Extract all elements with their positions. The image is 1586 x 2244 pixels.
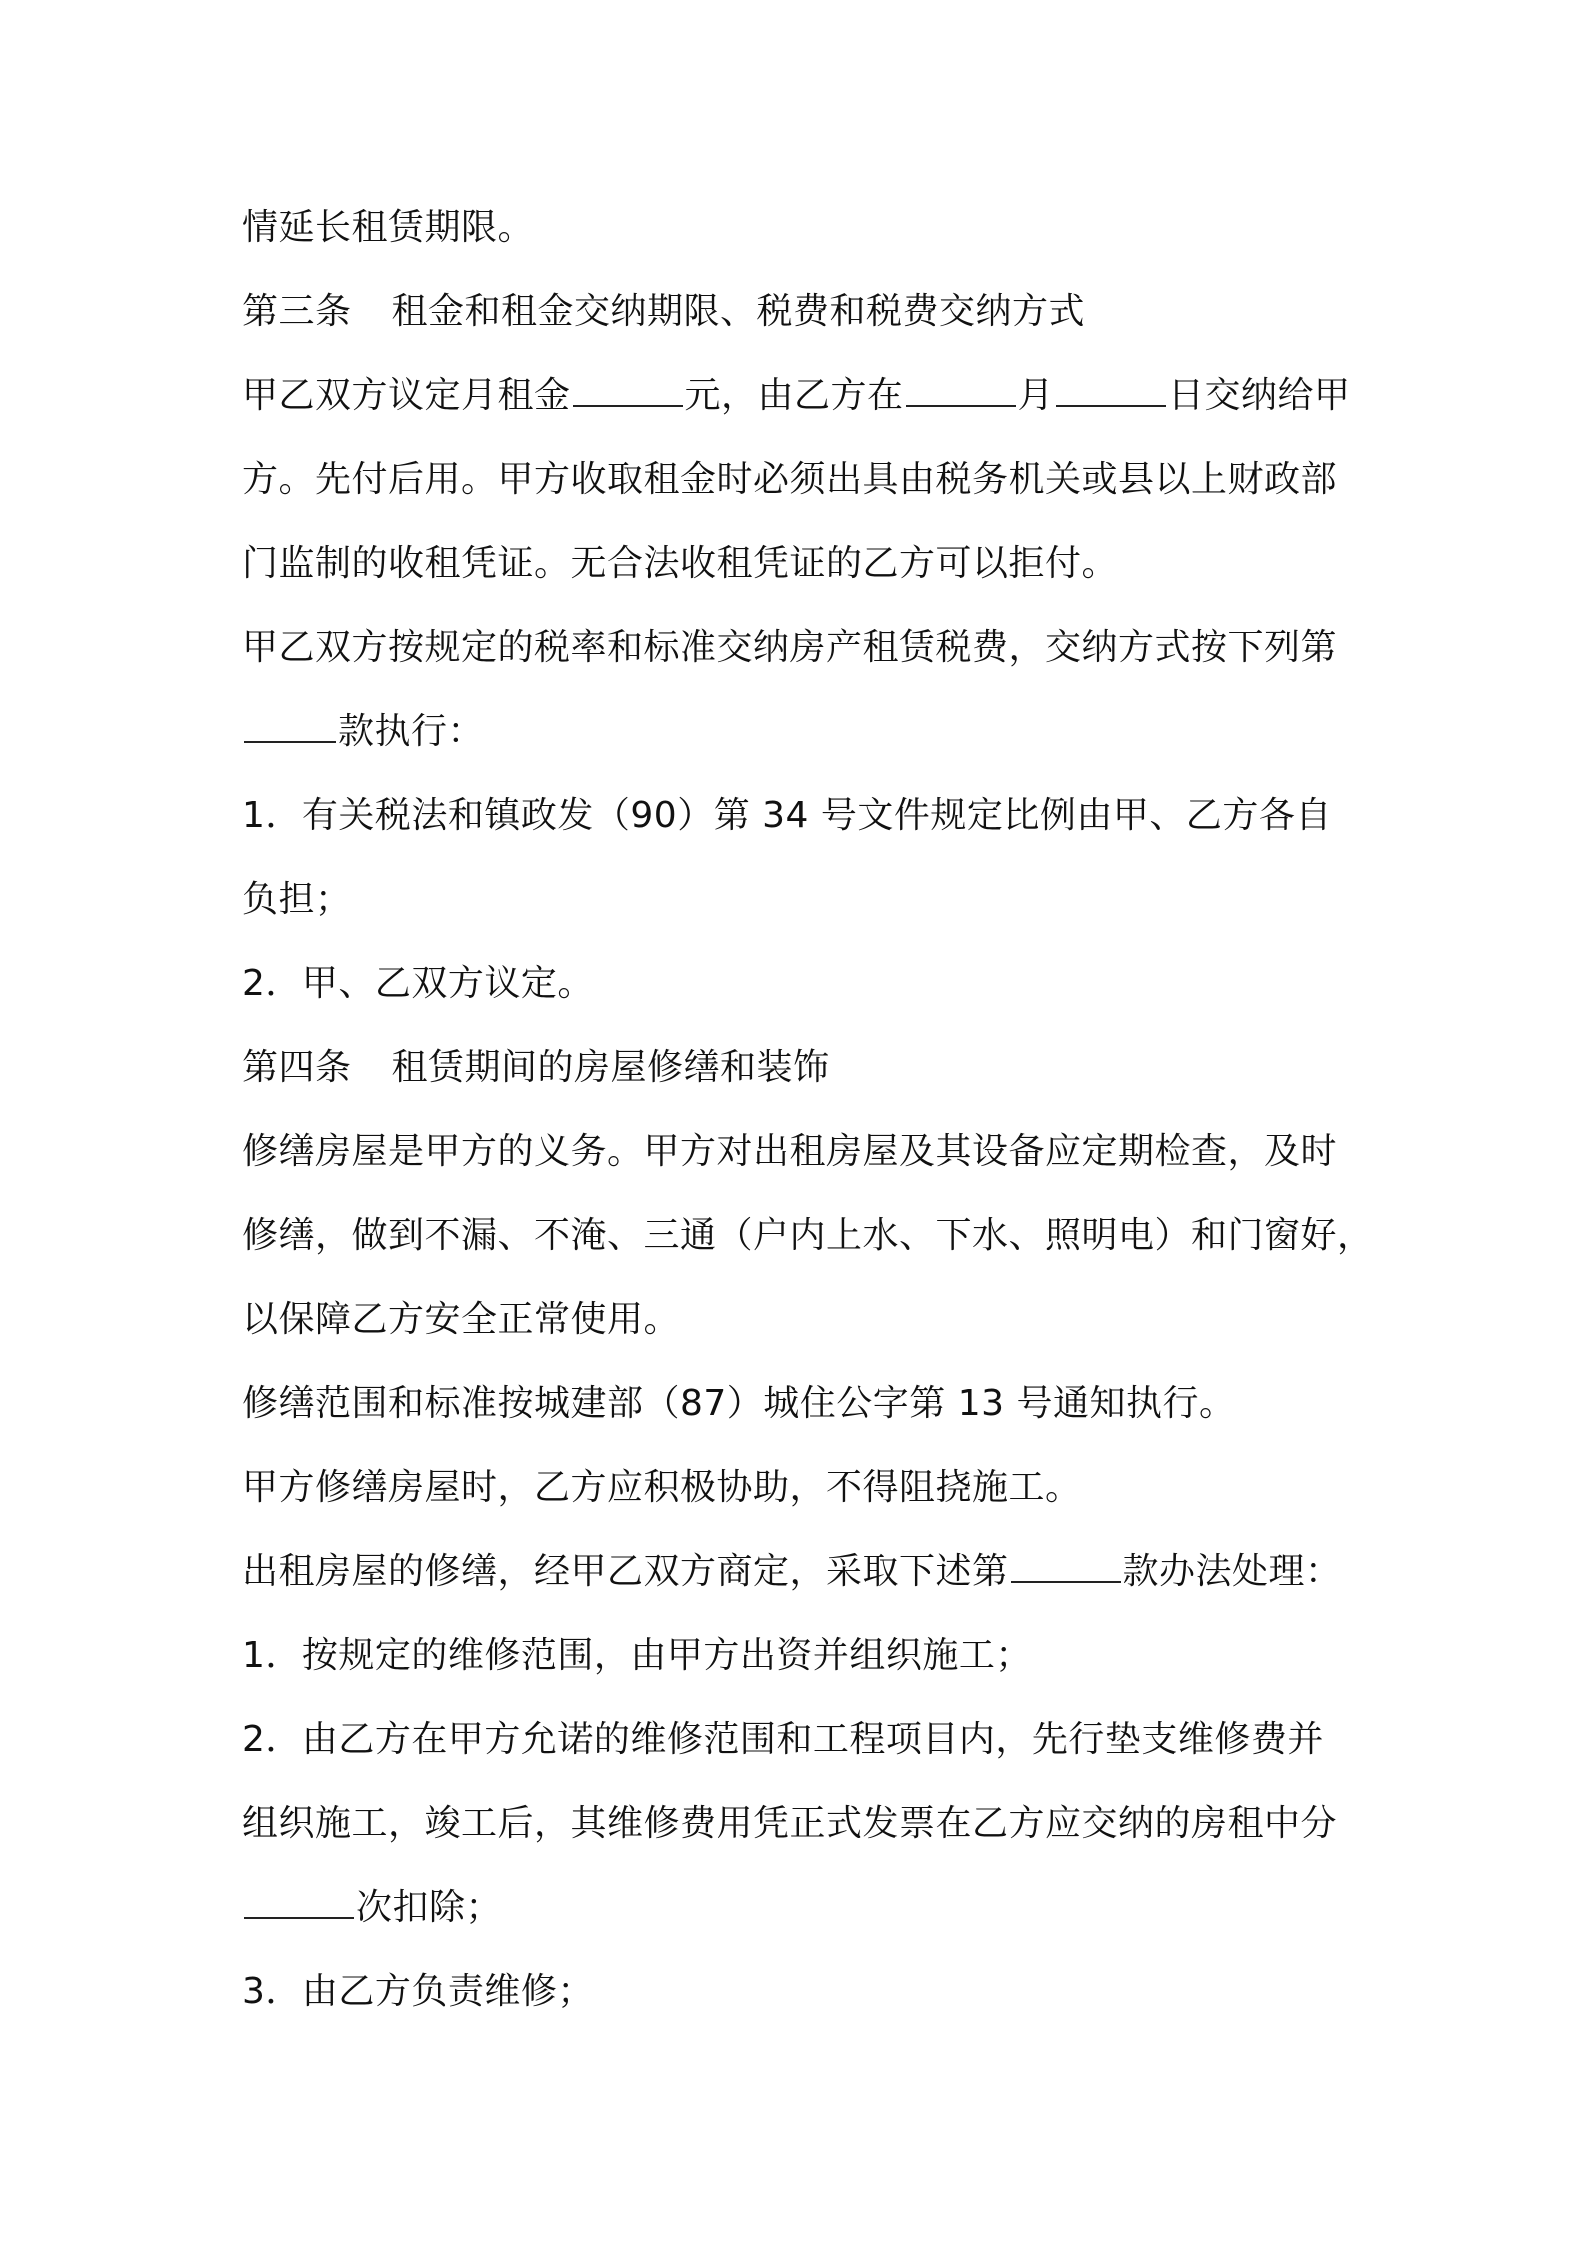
list-item — [242, 1962, 1362, 2022]
list-item — [242, 1626, 1362, 1686]
text-line — [242, 450, 1362, 510]
paragraph-text: 出租房屋的修缮，经甲乙双方商定，采取下述第 — [242, 1551, 1009, 1592]
paragraph-text: 负担； — [242, 879, 352, 920]
paragraph-text: 修缮范围和标准按城建部（87）城住公字第 13 号通知执行。 — [242, 1383, 1236, 1424]
text-line — [242, 1878, 1362, 1938]
paragraph-text: 修缮房屋是甲方的义务。甲方对出租房屋及其设备应定期检查，及时 — [242, 1131, 1338, 1172]
paragraph-text: 以保障乙方安全正常使用。 — [242, 1299, 681, 1340]
paragraph-text: 修缮，做到不漏、不淹、三通（户内上水、下水、照明电）和门窗好， — [242, 1215, 1374, 1256]
month-blank[interactable] — [906, 369, 1016, 407]
text-line — [242, 1206, 1374, 1266]
article-number: 第四条 — [242, 1047, 352, 1088]
paragraph-text: 款办法处理： — [1122, 1551, 1342, 1592]
text-line — [242, 618, 1362, 678]
list-item — [242, 786, 1362, 846]
list-item-text: 3．由乙方负责维修； — [242, 1971, 594, 2012]
text-line — [242, 702, 1362, 762]
article-heading — [242, 282, 1362, 342]
paragraph-text: 情延长租赁期限。 — [242, 207, 535, 248]
rent-amount-blank[interactable] — [573, 369, 683, 407]
paragraph-text: 甲乙双方议定月租金 — [242, 375, 571, 416]
installments-blank[interactable] — [244, 1881, 354, 1919]
article-heading — [242, 1038, 1362, 1098]
article-title: 租金和租金交纳期限、税费和税费交纳方式 — [391, 291, 1086, 332]
paragraph-text: 元，由乙方在 — [684, 375, 904, 416]
list-item-text: 1．有关税法和镇政发（90）第 34 号文件规定比例由甲、乙方各自 — [242, 795, 1332, 836]
paragraph-text: 款执行： — [338, 711, 485, 752]
text-line — [242, 534, 1362, 594]
paragraph-text: 甲方修缮房屋时，乙方应积极协助，不得阻挠施工。 — [242, 1467, 1082, 1508]
list-item — [242, 1710, 1362, 1770]
paragraph-text: 门监制的收租凭证。无合法收租凭证的乙方可以拒付。 — [242, 543, 1119, 584]
paragraph-text: 甲乙双方按规定的税率和标准交纳房产租赁税费，交纳方式按下列第 — [242, 627, 1338, 668]
text-line — [242, 1542, 1362, 1602]
paragraph-text: 方。先付后用。甲方收取租金时必须出具由税务机关或县以上财政部 — [242, 459, 1338, 500]
list-item-text: 2．由乙方在甲方允诺的维修范围和工程项目内，先行垫支维修费并 — [242, 1719, 1324, 1760]
text-line — [242, 366, 1362, 426]
paragraph-text: 组织施工，竣工后，其维修费用凭正式发票在乙方应交纳的房租中分 — [242, 1803, 1338, 1844]
text-line — [242, 1458, 1362, 1518]
repair-method-blank[interactable] — [1011, 1545, 1121, 1583]
text-line — [242, 1374, 1362, 1434]
tax-method-blank[interactable] — [244, 705, 336, 743]
paragraph-text: 次扣除； — [356, 1887, 503, 1928]
text-line — [242, 1122, 1362, 1182]
text-line — [242, 198, 1362, 258]
article-number: 第三条 — [242, 291, 352, 332]
text-line — [242, 1794, 1362, 1854]
paragraph-text: 月 — [1017, 375, 1055, 416]
list-item-text: 2．甲、乙双方议定。 — [242, 963, 594, 1004]
list-item-text: 1．按规定的维修范围，由甲方出资并组织施工； — [242, 1635, 1032, 1676]
day-blank[interactable] — [1056, 369, 1166, 407]
paragraph-text: 日交纳给甲 — [1168, 375, 1351, 416]
article-title: 租赁期间的房屋修缮和装饰 — [391, 1047, 830, 1088]
text-line — [242, 870, 1362, 930]
text-line — [242, 1290, 1362, 1350]
list-item — [242, 954, 1362, 1014]
